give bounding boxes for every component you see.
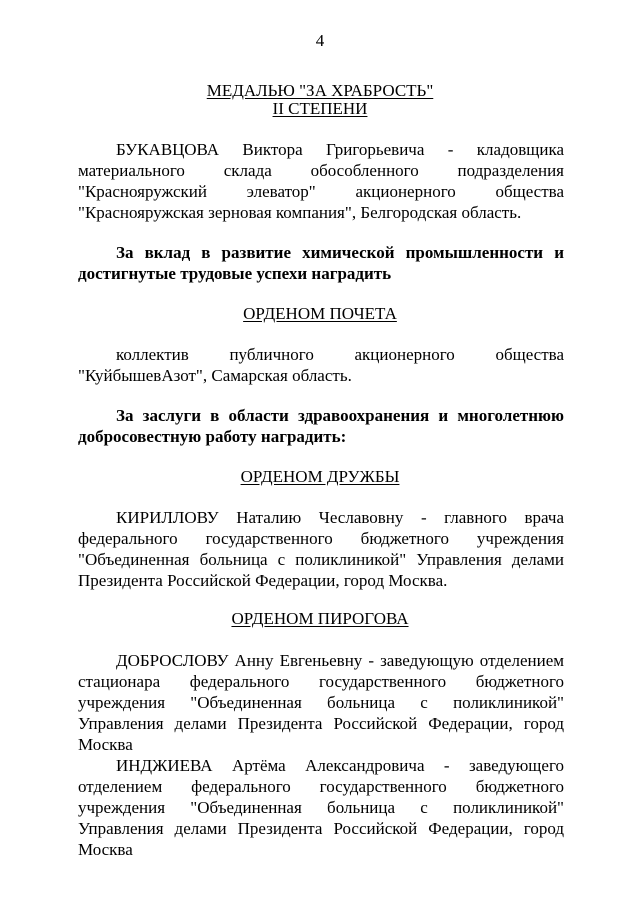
decree-text: За заслуги в области здравоохранения и многолетнюю добросовестную работу наградить: [78,406,564,446]
award-entry-text: БУКАВЦОВА Виктора Григорьевича - кладовщика материального склада обособленного подразделения "Краснояружский элеватор" акционерного общества "Краснояружская зерновая компания", Белгородская область. [78,140,564,222]
decree-paragraph-healthcare [78,405,564,447]
award-heading-order-honor [0,303,640,324]
award-heading-text: ОРДЕНОМ ПОЧЕТА [243,304,397,323]
award-entries-pirogov [78,650,564,860]
award-entry-dobroslova: ДОБРОСЛОВУ Анну Евгеньевну - заведующую отделением стационара федерального государственного бюджетного учреждения "Объединенная больница с поликлиникой" Управления делами Президента Российской Федерации, город Москва [78,651,564,754]
award-heading-order-pirogov [0,608,640,629]
decree-text: За вклад в развитие химической промышленности и достигнутые трудовые успехи наградить [78,243,564,283]
award-heading-text: ОРДЕНОМ ДРУЖБЫ [240,467,400,486]
decree-paragraph-chemical [78,242,564,284]
award-entry-indzhiev: ИНДЖИЕВА Артёма Александровича - заведующего отделением федерального государственного бюджетного учреждения "Объединенная больница с поликлиникой" Управления делами Президента Российской Федерации, город Москва [78,756,564,859]
award-heading-medal-line2: II СТЕПЕНИ [272,99,368,118]
award-entry-kirillova [78,507,564,591]
award-entry-kuibyshevazot [78,344,564,386]
award-heading-medal-degree [0,98,640,119]
award-entry-text: коллектив публичного акционерного общества "КуйбышевАзот", Самарская область. [78,345,564,385]
award-entry-text: КИРИЛЛОВУ Наталию Чеславовну - главного врача федерального государственного бюджетного учреждения "Объединенная больница с поликлиникой" Управления делами Президента Российской Федерации, город Москва. [78,508,564,590]
award-heading-medal-line1: МЕДАЛЬЮ "ЗА ХРАБРОСТЬ" [206,81,434,100]
award-heading-order-friendship [0,466,640,487]
page-number: 4 [315,31,325,50]
award-entry-bukavtsov [78,139,564,223]
award-heading-text: ОРДЕНОМ ПИРОГОВА [231,609,409,628]
